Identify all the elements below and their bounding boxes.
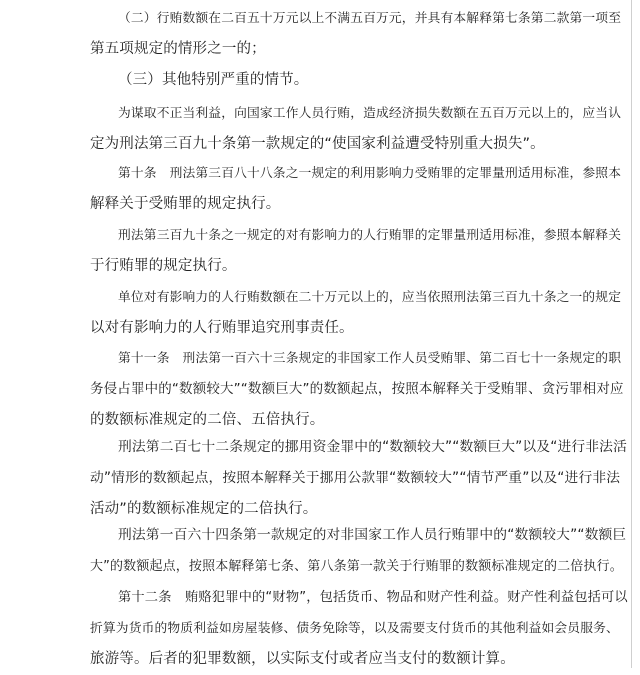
paragraph-line: （三）其他特别严重的情节。	[118, 72, 309, 88]
paragraph-line: 大”的数额起点，按照本解释第七条、第八条第一款关于行贿罪的数额标准规定的二倍执行。	[90, 559, 623, 574]
paragraph-item-3	[62, 65, 618, 96]
paragraph-article-12	[62, 582, 628, 675]
paragraph-line: 动”情形的数额起点，按照本解释关于挪用公款罪“数额较大”“情节严重”以及“进行非法	[90, 470, 621, 486]
paragraph-line: 第十条 刑法第三百八十八条之一规定的利用影响力受贿罪的定罪量刑适用标准，参照本	[118, 166, 622, 181]
paragraph-line: 折算为货币的物质利益如房屋装修、债务免除等，以及需要支付货币的其他利益如会员服务、	[90, 621, 619, 636]
paragraph-line: 刑法第三百九十条之一规定的对有影响力的人行贿罪的定罪量刑适用标准，参照本解释关	[118, 228, 622, 243]
paragraph-line: 为谋取不正当利益，向国家工作人员行贿，造成经济损失数额在五百万元以上的，应当认	[118, 106, 622, 121]
page-edge-rule	[631, 0, 632, 668]
paragraph-line: 第十一条 刑法第一百六十三条规定的非国家工作人员受贿罪、第二百七十一条规定的职	[118, 351, 622, 366]
paragraph-article-11	[62, 343, 624, 436]
paragraph-line: 务侵占罪中的“数额较大”“数额巨大”的数额起点，按照本解释关于受贿罪、贪污罪相对应	[90, 381, 624, 397]
paragraph-line: 旅游等。后者的犯罪数额，以实际支付或者应当支付的数额计算。	[90, 651, 515, 667]
paragraph-economic-loss	[62, 98, 622, 160]
paragraph-article-390-1	[62, 220, 622, 282]
paragraph-item-2	[62, 3, 622, 65]
paragraph-article-272	[62, 432, 627, 525]
paragraph-line: 以对有影响力的人行贿罪追究刑事责任。	[90, 320, 354, 336]
paragraph-line: 刑法第一百六十四条第一款规定的对非国家工作人员行贿罪中的“数额较大”“数额巨	[118, 527, 627, 543]
paragraph-line: 的数额标准规定的二倍、五倍执行。	[90, 412, 325, 428]
paragraph-line: （二）行贿数额在二百五十万元以上不满五百万元，并具有本解释第七条第二款第一项至	[118, 11, 622, 26]
paragraph-unit-bribery	[62, 282, 622, 344]
paragraph-article-164	[62, 520, 627, 582]
paragraph-line: 解释关于受贿罪的规定执行。	[90, 196, 281, 212]
paragraph-line: 单位对有影响力的人行贿数额在二十万元以上的，应当依照刑法第三百九十条之一的规定	[118, 290, 622, 305]
paragraph-line: 活动”的数额标准规定的二倍执行。	[90, 501, 318, 517]
paragraph-line: 定为刑法第三百九十条第一款规定的“使国家利益遭受特别重大损失”。	[90, 136, 545, 152]
paragraph-line: 第五项规定的情形之一的；	[90, 41, 266, 57]
paragraph-line: 刑法第二百七十二条规定的挪用资金罪中的“数额较大”“数额巨大”以及“进行非法活	[118, 439, 627, 455]
paragraph-line: 于行贿罪的规定执行。	[90, 258, 237, 274]
paragraph-line: 第十二条 贿赂犯罪中的“财物”，包括货币、物品和财产性利益。财产性利益包括可以	[118, 590, 628, 605]
paragraph-article-10	[62, 158, 622, 220]
